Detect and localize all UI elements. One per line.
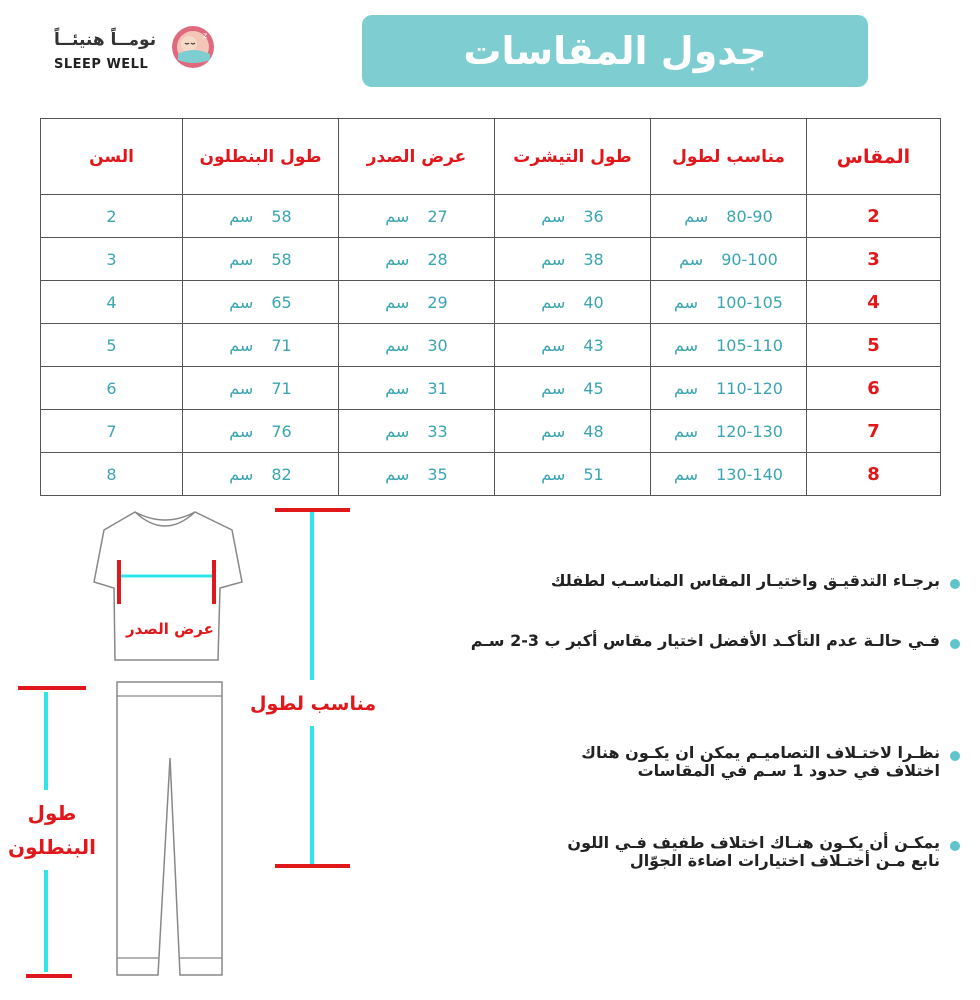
size-cell: 6 bbox=[807, 367, 941, 410]
header-pants-length: طول البنطلون bbox=[183, 119, 339, 195]
chest-cell: 30سم bbox=[339, 324, 495, 367]
size-cell: 3 bbox=[807, 238, 941, 281]
bullet-icon bbox=[950, 579, 960, 589]
list-item bbox=[400, 572, 960, 590]
pants-cell: 65سم bbox=[183, 281, 339, 324]
list-item bbox=[400, 632, 960, 650]
table-row bbox=[41, 453, 941, 496]
height-cell: 130-140سم bbox=[651, 453, 807, 496]
size-cell: 2 bbox=[807, 195, 941, 238]
size-cell: 7 bbox=[807, 410, 941, 453]
table-row bbox=[41, 324, 941, 367]
bullet-icon bbox=[950, 841, 960, 851]
shirt-cell: 36سم bbox=[495, 195, 651, 238]
size-cell: 4 bbox=[807, 281, 941, 324]
age-cell: 8 bbox=[41, 453, 183, 496]
chest-cell: 27سم bbox=[339, 195, 495, 238]
height-cell: 100-105سم bbox=[651, 281, 807, 324]
chest-cell: 28سم bbox=[339, 238, 495, 281]
table-row bbox=[41, 238, 941, 281]
bullet-icon bbox=[950, 751, 960, 761]
note-text: نظـرا لاختـلاف التصاميـم يمكن ان يكـون هناك اختلاف في حدود 1 سـم في المقاسات bbox=[581, 743, 940, 780]
table-row bbox=[41, 281, 941, 324]
page-title: جدول المقاسات bbox=[463, 29, 767, 73]
logo-english-text: SLEEP WELL bbox=[54, 57, 149, 72]
sleeping-baby-icon bbox=[170, 24, 216, 70]
height-cell: 80-90سم bbox=[651, 195, 807, 238]
height-fit-label: مناسب لطول bbox=[250, 693, 377, 715]
note-text: يمكـن أن يكـون هنـاك اختلاف طفيف فـي اللون نابع مـن أختـلاف اختيارات اضاءة الجوّال bbox=[567, 833, 940, 870]
height-cell: 105-110سم bbox=[651, 324, 807, 367]
note-text: برجـاء التدقيـق واختيـار المقاس المناسـب لطفلك bbox=[550, 571, 940, 590]
chest-cell: 35سم bbox=[339, 453, 495, 496]
measurement-diagram bbox=[0, 500, 380, 1000]
pants-cell: 58سم bbox=[183, 195, 339, 238]
shirt-cell: 45سم bbox=[495, 367, 651, 410]
table-header-row bbox=[41, 119, 941, 195]
height-cell: 90-100سم bbox=[651, 238, 807, 281]
list-item bbox=[400, 834, 960, 870]
header-age: السن bbox=[41, 119, 183, 195]
brand-logo bbox=[48, 20, 218, 80]
pants-cell: 71سم bbox=[183, 324, 339, 367]
age-cell: 2 bbox=[41, 195, 183, 238]
logo-arabic-text: نومــاً هنيئــاً bbox=[54, 30, 157, 50]
table-row bbox=[41, 410, 941, 453]
shirt-cell: 40سم bbox=[495, 281, 651, 324]
pants-cell: 58سم bbox=[183, 238, 339, 281]
pants-cell: 82سم bbox=[183, 453, 339, 496]
shirt-cell: 51سم bbox=[495, 453, 651, 496]
table-row bbox=[41, 195, 941, 238]
size-cell: 5 bbox=[807, 324, 941, 367]
age-cell: 3 bbox=[41, 238, 183, 281]
shirt-cell: 43سم bbox=[495, 324, 651, 367]
shirt-cell: 48سم bbox=[495, 410, 651, 453]
age-cell: 7 bbox=[41, 410, 183, 453]
age-cell: 6 bbox=[41, 367, 183, 410]
header-size: المقاس bbox=[807, 119, 941, 195]
height-cell: 110-120سم bbox=[651, 367, 807, 410]
chest-cell: 31سم bbox=[339, 367, 495, 410]
age-cell: 5 bbox=[41, 324, 183, 367]
chest-cell: 29سم bbox=[339, 281, 495, 324]
pants-length-label: طول البنطلون bbox=[8, 801, 96, 859]
pants-drawing bbox=[117, 682, 222, 975]
chest-width-label: عرض الصدر bbox=[126, 620, 214, 638]
pants-cell: 76سم bbox=[183, 410, 339, 453]
bullet-icon bbox=[950, 639, 960, 649]
title-banner bbox=[362, 15, 868, 87]
header-chest-width: عرض الصدر bbox=[339, 119, 495, 195]
pants-cell: 71سم bbox=[183, 367, 339, 410]
list-item bbox=[400, 744, 960, 780]
chest-cell: 33سم bbox=[339, 410, 495, 453]
size-cell: 8 bbox=[807, 453, 941, 496]
header-shirt-length: طول التيشرت bbox=[495, 119, 651, 195]
header-height: مناسب لطول bbox=[651, 119, 807, 195]
table-row bbox=[41, 367, 941, 410]
height-cell: 120-130سم bbox=[651, 410, 807, 453]
size-chart-table bbox=[40, 118, 941, 496]
note-text: فـي حالـة عدم التأكـد الأفضل اختيار مقاس أكبر ب 3-2 سـم bbox=[470, 631, 940, 650]
shirt-cell: 38سم bbox=[495, 238, 651, 281]
svg-text:z: z bbox=[203, 31, 208, 40]
age-cell: 4 bbox=[41, 281, 183, 324]
